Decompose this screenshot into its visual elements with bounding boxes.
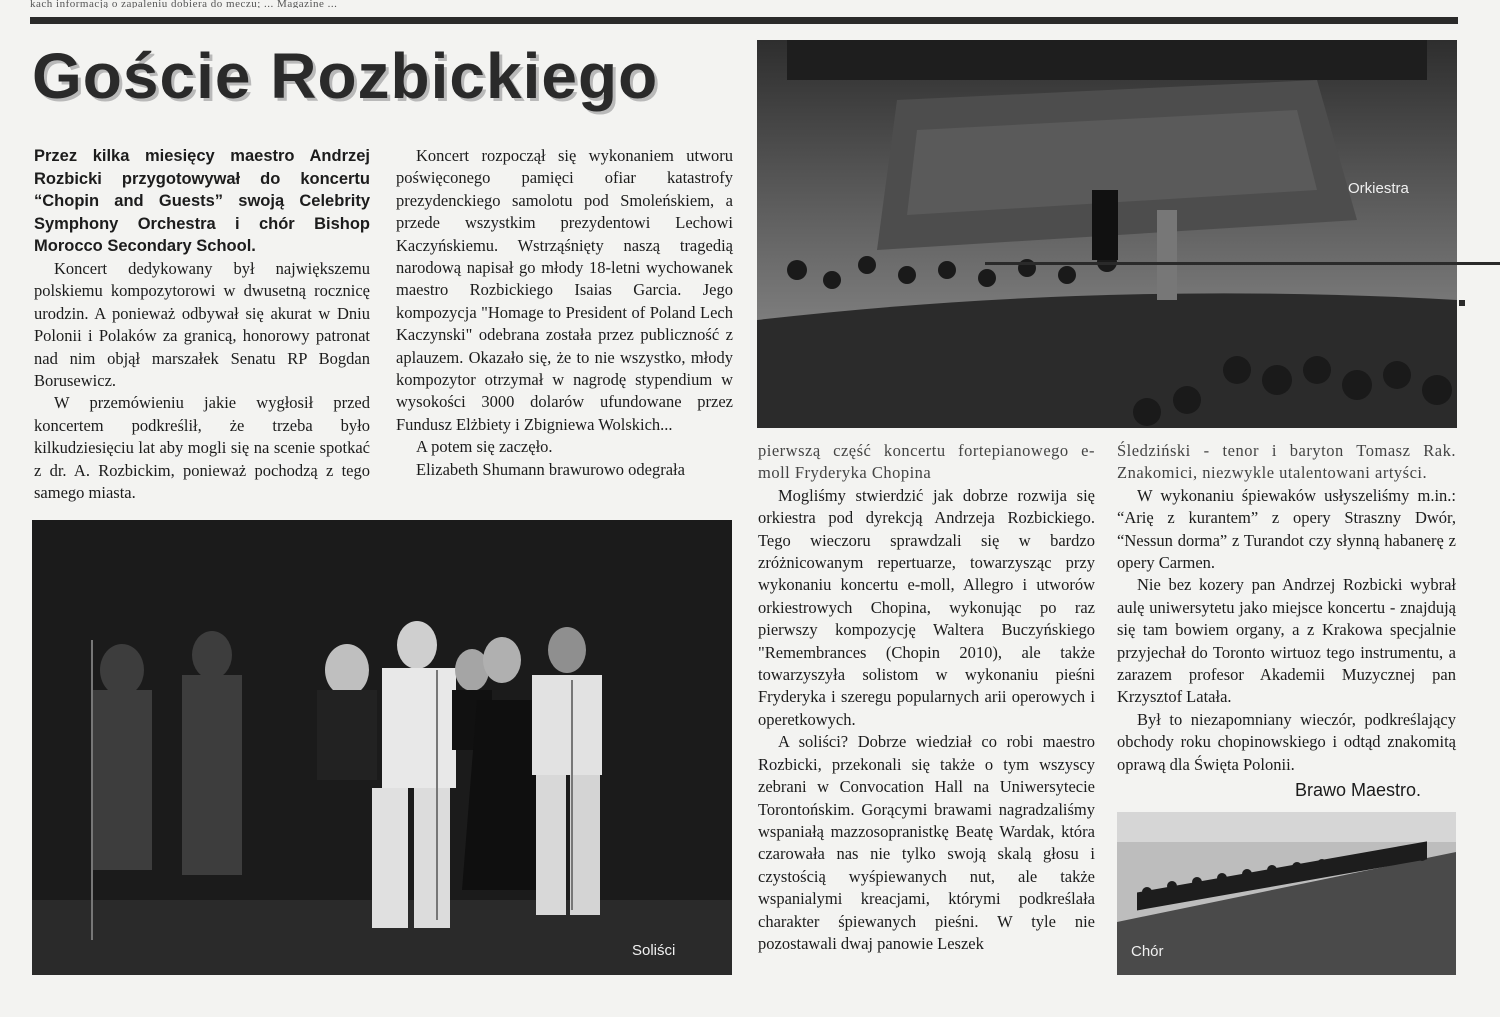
title-rule xyxy=(30,17,1458,24)
paragraph: Koncert rozpoczął się wykonaniem utworu poświęconego pamięci ofiar katastrofy prezydenckiego samolotu pod Smoleńskiem, a przede wszystkim prezydentowi Lechowi Kaczyńskiemu. Wstrząśnięty naszą tragedią narodową napisał go młody 18-letni wychowanek maestro Rozbickiego Isaias Garcia. Jego kompozycja "Homage to President of Poland Lech Kaczynski" odebrana została przez publiczność z aplauzem. Okazało się, że to nie wszystko, młody kompozytor otrzymał w nagrodę stypendium w wysokości 3000 dolarów ufundowane przez Fundusz Elżbiety i Zbigniewa Wolskich... xyxy=(396,146,733,434)
paragraph: Mogliśmy stwierdzić jak dobrze rozwija się orkiestra pod dyrekcją Andrzeja Rozbickiego. Tego wieczoru sprawdzali się w bardzo zróżnicowanym repertuarze, towarzysząc przy wykonaniu koncertu e-moll, Allegro i utworów orkiestrowych Chopina, wykonując po raz pierwszy kompozycję Waltera Buczyńskiego "Remembrances (Chopin 2010), ale także towarzyszyła solistom w wykonaniu pieśni Fryderyka i szeregu popularnych arii operowych i operetkowych. xyxy=(758,485,1095,729)
photo-caption: Soliści xyxy=(632,942,676,959)
column-1 xyxy=(34,145,370,504)
orchestra-photo xyxy=(757,40,1457,428)
paragraph: Elizabeth Shumann brawurowo odegrała xyxy=(416,459,685,479)
soloists-photo xyxy=(32,520,732,975)
header-strip: kach informacją o zapaleniu dobiera do meczu; ... Magazine ... xyxy=(30,0,338,8)
photo-caption: Orkiestra xyxy=(1348,180,1409,197)
paragraph: Był to niezapomniany wieczór, podkreślający obchody roku chopinowskiego i odtąd znakomitą oprawą dla Święta Polonii. xyxy=(1117,709,1456,774)
paragraph: Nie bez kozery pan Andrzej Rozbicki wybrał aulę uniwersytetu jako miejsce koncertu - znajdują się tam bowiem organy, a z Krakowa specjalnie przyjechał do Toronto wirtuoz tego instrumentu, a zarazem profesor Akademii Muzycznej pan Krzysztof Latała. xyxy=(1117,575,1456,707)
choir-photo-image xyxy=(1117,812,1456,975)
decorative-bar xyxy=(1459,300,1465,306)
paragraph: W wykonaniu śpiewaków usłyszeliśmy m.in.: “Arię z kurantem” z opery Straszny Dwór, “Nessun dorma” z Turandot czy słynną habanerę z opery Carmen. xyxy=(1117,485,1456,573)
column-2 xyxy=(396,145,733,481)
article-title: Goście Rozbickiego xyxy=(32,40,659,112)
paragraph-continued: Śledziński - tenor i baryton Tomasz Rak. Znakomici, niezwykle utalentowani artyści. xyxy=(1117,441,1456,483)
paragraph-continued: pierwszą część koncertu fortepianowego e-moll Fryderyka Chopina xyxy=(758,441,1095,483)
column-3 xyxy=(758,440,1095,955)
lead-paragraph: Przez kilka miesięcy maestro Andrzej Rozbicki przygotowywał do koncertu “Chopin and Guests” swoją Celebrity Symphony Orchestra i chór Bishop Morocco Secondary School. xyxy=(34,147,370,256)
paragraph: A potem się zaczęło. xyxy=(416,437,553,457)
paragraph: W przemówieniu jakie wygłosił przed koncertem podkreślił, że trzeba było kilkudziesięciu lat aby mogli się na scenie spotkać z dr. A. Rozbickim, ponieważ pochodzą z tego samego miasta. xyxy=(34,393,370,503)
paragraph: Koncert dedykowany był największemu polskiemu kompozytorowi w dwusetną rocznicę urodzin. A ponieważ odbywał się akurat w Dniu Polonii i Polaków za granicą, honorowy patronat nad nim objął marszałek Senatu RP Bogdan Borusewicz. xyxy=(34,258,370,390)
signature: Brawo Maestro. xyxy=(1295,780,1422,800)
photo-caption: Chór xyxy=(1131,943,1164,960)
decorative-bar xyxy=(985,262,1500,265)
orchestra-photo-image xyxy=(757,40,1457,428)
choir-photo xyxy=(1117,812,1456,975)
column-4 xyxy=(1117,440,1456,776)
paragraph: A soliści? Dobrze wiedział co robi maestro Rozbicki, przekonali się także o tym wszyscy zebrani w Convocation Hall na Uniwersytecie Torontońskim. Gorącymi brawami nagradzaliśmy wspaniałą mazzosopranistkę Beatę Wardak, która czarowała nas nie tylko swoją skalą głosu i czystością wyśpiewanych nut, ale także wspanialymi kreacjami, którymi podkreślała charakter śpiewanych pieśni. W tyle nie pozostawali dwaj panowie Leszek xyxy=(758,732,1095,953)
soloists-photo-image xyxy=(32,520,732,975)
